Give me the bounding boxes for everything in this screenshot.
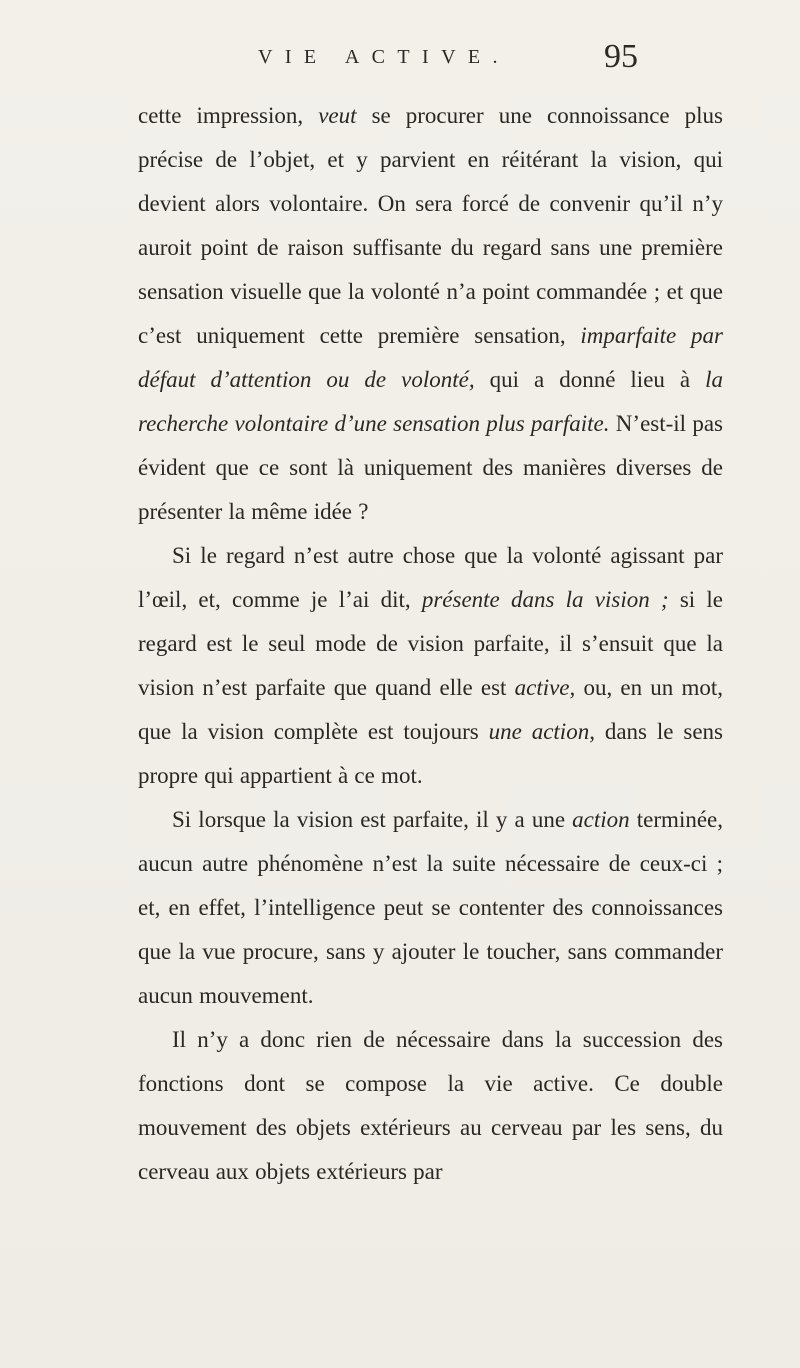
text-segment: ou, en un mot, que la vision complète est toujours	[138, 675, 723, 744]
running-title: VIE ACTIVE.	[258, 46, 510, 68]
paragraph	[138, 534, 723, 798]
text-segment: se procurer une connoissance plus précise de l’objet, et y parvient en réitérant la vision, qui devient alors volontaire. On sera forcé de convenir qu’il n’y auroit point de raison suffisante du regard sans une première sensation visuelle que la volonté n’a point commandée ; et que c’est uniquement cette première sensation,	[138, 103, 724, 348]
text-segment: terminée, aucun autre phénomène n’est la suite nécessaire de ceux-ci ; et, en effet, l’intelligence peut se contenter des connoissances que la vue procure, sans y ajouter le toucher, sans commander aucun mouvement.	[138, 807, 723, 1008]
paragraph	[138, 94, 723, 534]
paragraph	[138, 798, 723, 1018]
paragraph	[138, 1018, 723, 1194]
italic-text-segment: veut	[318, 103, 357, 128]
text-segment: qui a donné lieu à	[474, 367, 706, 392]
italic-text-segment: présente dans la vision ;	[421, 587, 669, 612]
italic-text-segment: action	[572, 807, 630, 832]
page-number: 95	[604, 38, 638, 75]
text-segment: Si lorsque la vision est parfaite, il y a une	[172, 807, 573, 832]
italic-text-segment: active,	[514, 675, 576, 700]
text-segment: cette impression,	[138, 103, 319, 128]
italic-text-segment: la recherche volontaire d’une sensation plus parfaite.	[138, 367, 724, 436]
italic-text-segment: imparfaite par défaut d’attention ou de volonté,	[138, 323, 723, 392]
body-text	[138, 94, 723, 1194]
text-segment: dans le sens propre qui appartient à ce mot.	[138, 719, 723, 788]
text-segment: N’est-il pas évident que ce sont là uniquement des manières diverses de présenter la même idée ?	[138, 411, 723, 524]
text-segment: si le regard est le seul mode de vision parfaite, il s’ensuit que la vision n’est parfaite que quand elle est	[138, 587, 723, 700]
text-segment: Il n’y a donc rien de nécessaire dans la succession des fonctions dont se compose la vie active. Ce double mouvement des objets extérieurs au cerveau par les sens, du cerveau aux objets extérieurs par	[138, 1027, 723, 1184]
page-header	[0, 38, 800, 94]
text-segment: Si le regard n’est autre chose que la volonté agissant par l’œil, et, comme je l’ai dit,	[138, 543, 723, 612]
italic-text-segment: une action,	[488, 719, 595, 744]
